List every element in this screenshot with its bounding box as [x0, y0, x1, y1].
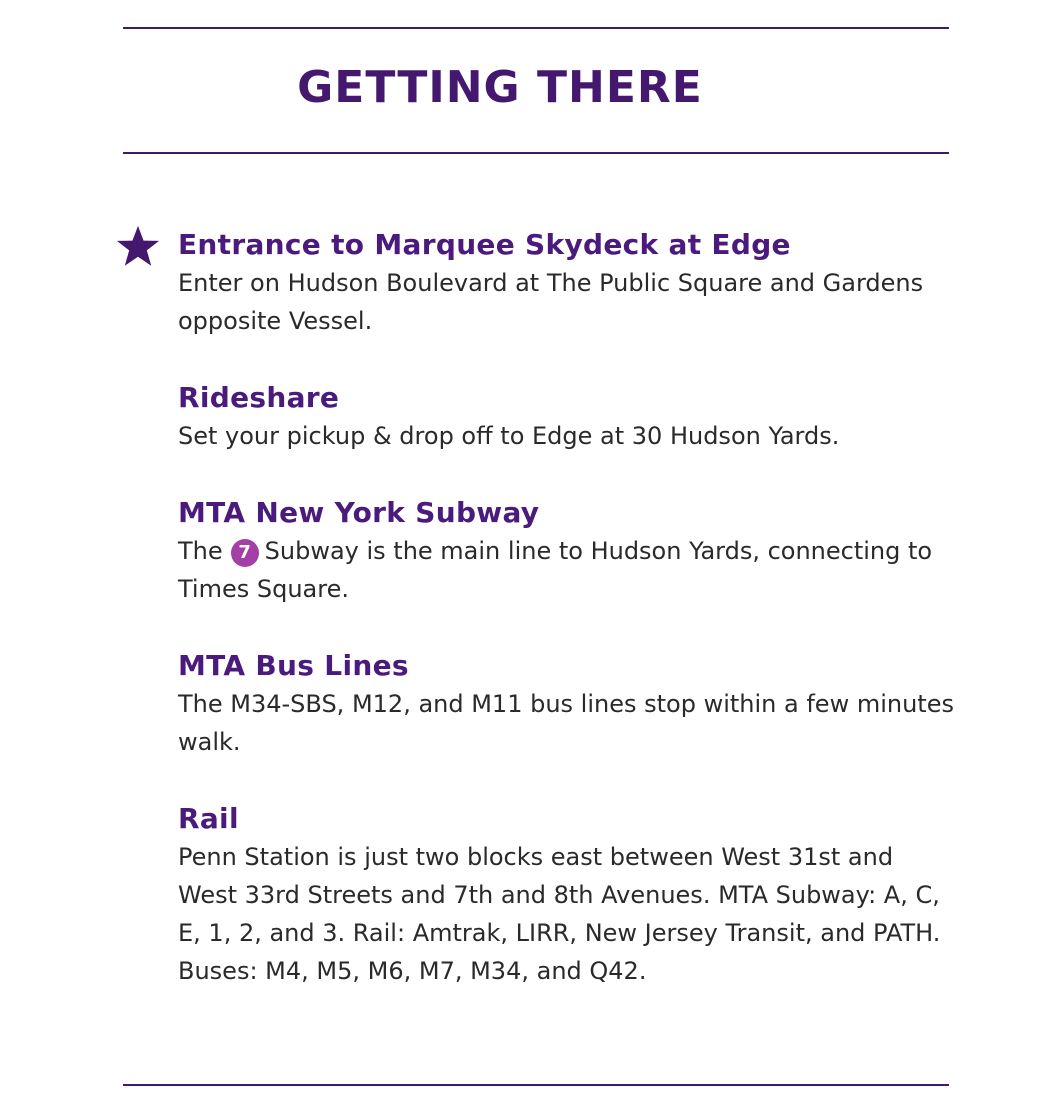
body-prefix: The — [178, 537, 223, 565]
section-heading: Entrance to Marquee Skydeck at Edge — [178, 228, 791, 261]
section-bus — [178, 647, 958, 761]
bottom-divider — [123, 1084, 949, 1086]
section-heading: MTA Bus Lines — [178, 649, 409, 682]
section-body: Enter on Hudson Boulevard at The Public Square and Gardens opposite Vessel. — [178, 269, 924, 335]
section-subway — [178, 494, 958, 608]
section-rail — [178, 800, 958, 990]
section-body: Set your pickup & drop off to Edge at 30 Hudson Yards. — [178, 422, 840, 450]
top-divider — [123, 27, 949, 29]
section-heading: Rideshare — [178, 381, 340, 414]
page-title: GETTING THERE — [297, 62, 703, 113]
section-body: Penn Station is just two blocks east between West 31st and West 33rd Streets and 7th and 8th Avenues. MTA Subway: A, C, E, 1, 2, and 3. Rail: Amtrak, LIRR, New Jersey Transit, and PATH. Buses: M4, M5, M6, M7, M34, and Q42. — [178, 843, 941, 985]
section-heading: Rail — [178, 802, 239, 835]
directions-list — [178, 226, 958, 1029]
title-divider — [123, 152, 949, 154]
section-heading: MTA New York Subway — [178, 496, 540, 529]
subway-line-7-badge: 7 — [231, 539, 259, 567]
section-rideshare — [178, 379, 958, 455]
body-suffix: Subway is the main line to Hudson Yards, connecting to Times Square. — [178, 537, 933, 603]
section-body — [178, 532, 958, 608]
star-icon — [115, 223, 161, 269]
section-body: The M34-SBS, M12, and M11 bus lines stop within a few minutes walk. — [178, 690, 954, 756]
section-entrance — [178, 226, 958, 340]
